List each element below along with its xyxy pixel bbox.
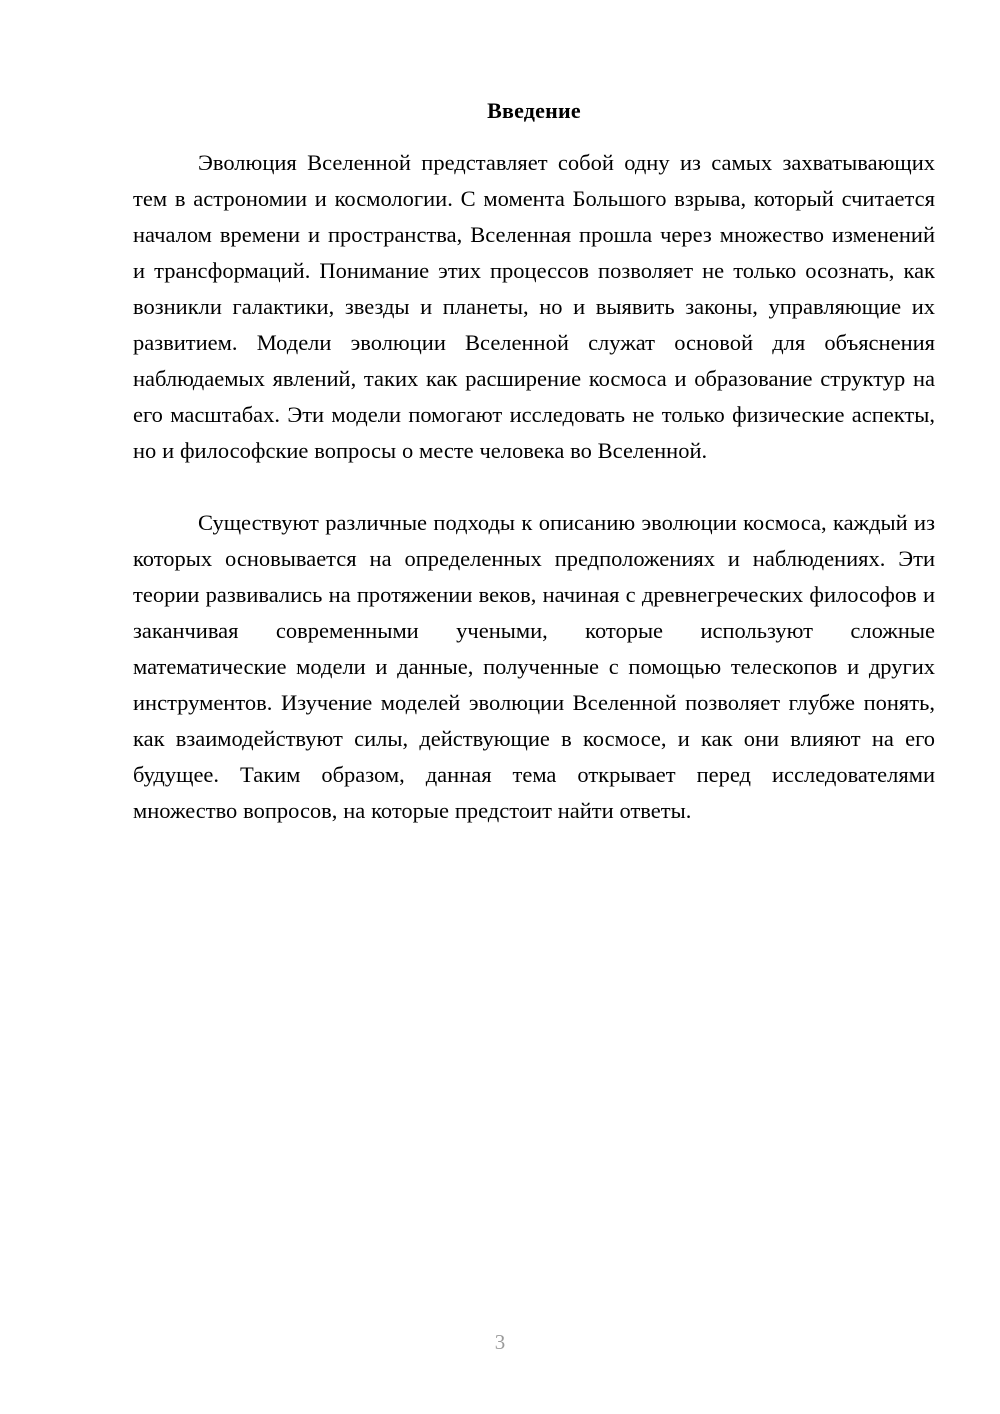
page-content	[133, 0, 935, 829]
body-text	[133, 145, 935, 829]
page-title: Введение	[487, 98, 581, 123]
page-number: 3	[494, 1330, 506, 1354]
paragraph: Существуют различные подходы к описанию эволюции космоса, каждый из которых основывается на определенных предположениях и наблюдениях. Эти теории развивались на протяжении веков, начиная с древнегреческих философов и заканчивая современными учеными, которые используют сложные математические модели и данные, полученные с помощью телескопов и других инструментов. Изучение моделей эволюции Вселенной позволяет глубже понять, как взаимодействуют силы, действующие в космосе, и как они влияют на его будущее. Таким образом, данная тема открывает перед исследователями множество вопросов, на которые предстоит найти ответы.	[133, 510, 935, 823]
paragraph: Эволюция Вселенной представляет собой одну из самых захватывающих тем в астрономии и космологии. С момента Большого взрыва, который считается началом времени и пространства, Вселенная прошла через множество изменений и трансформаций. Понимание этих процессов позволяет не только осознать, как возникли галактики, звезды и планеты, но и выявить законы, управляющие их развитием. Модели эволюции Вселенной служат основой для объяснения наблюдаемых явлений, таких как расширение космоса и образование структур на его масштабах. Эти модели помогают исследовать не только физические аспекты, но и философские вопросы о месте человека во Вселенной.	[133, 150, 935, 463]
